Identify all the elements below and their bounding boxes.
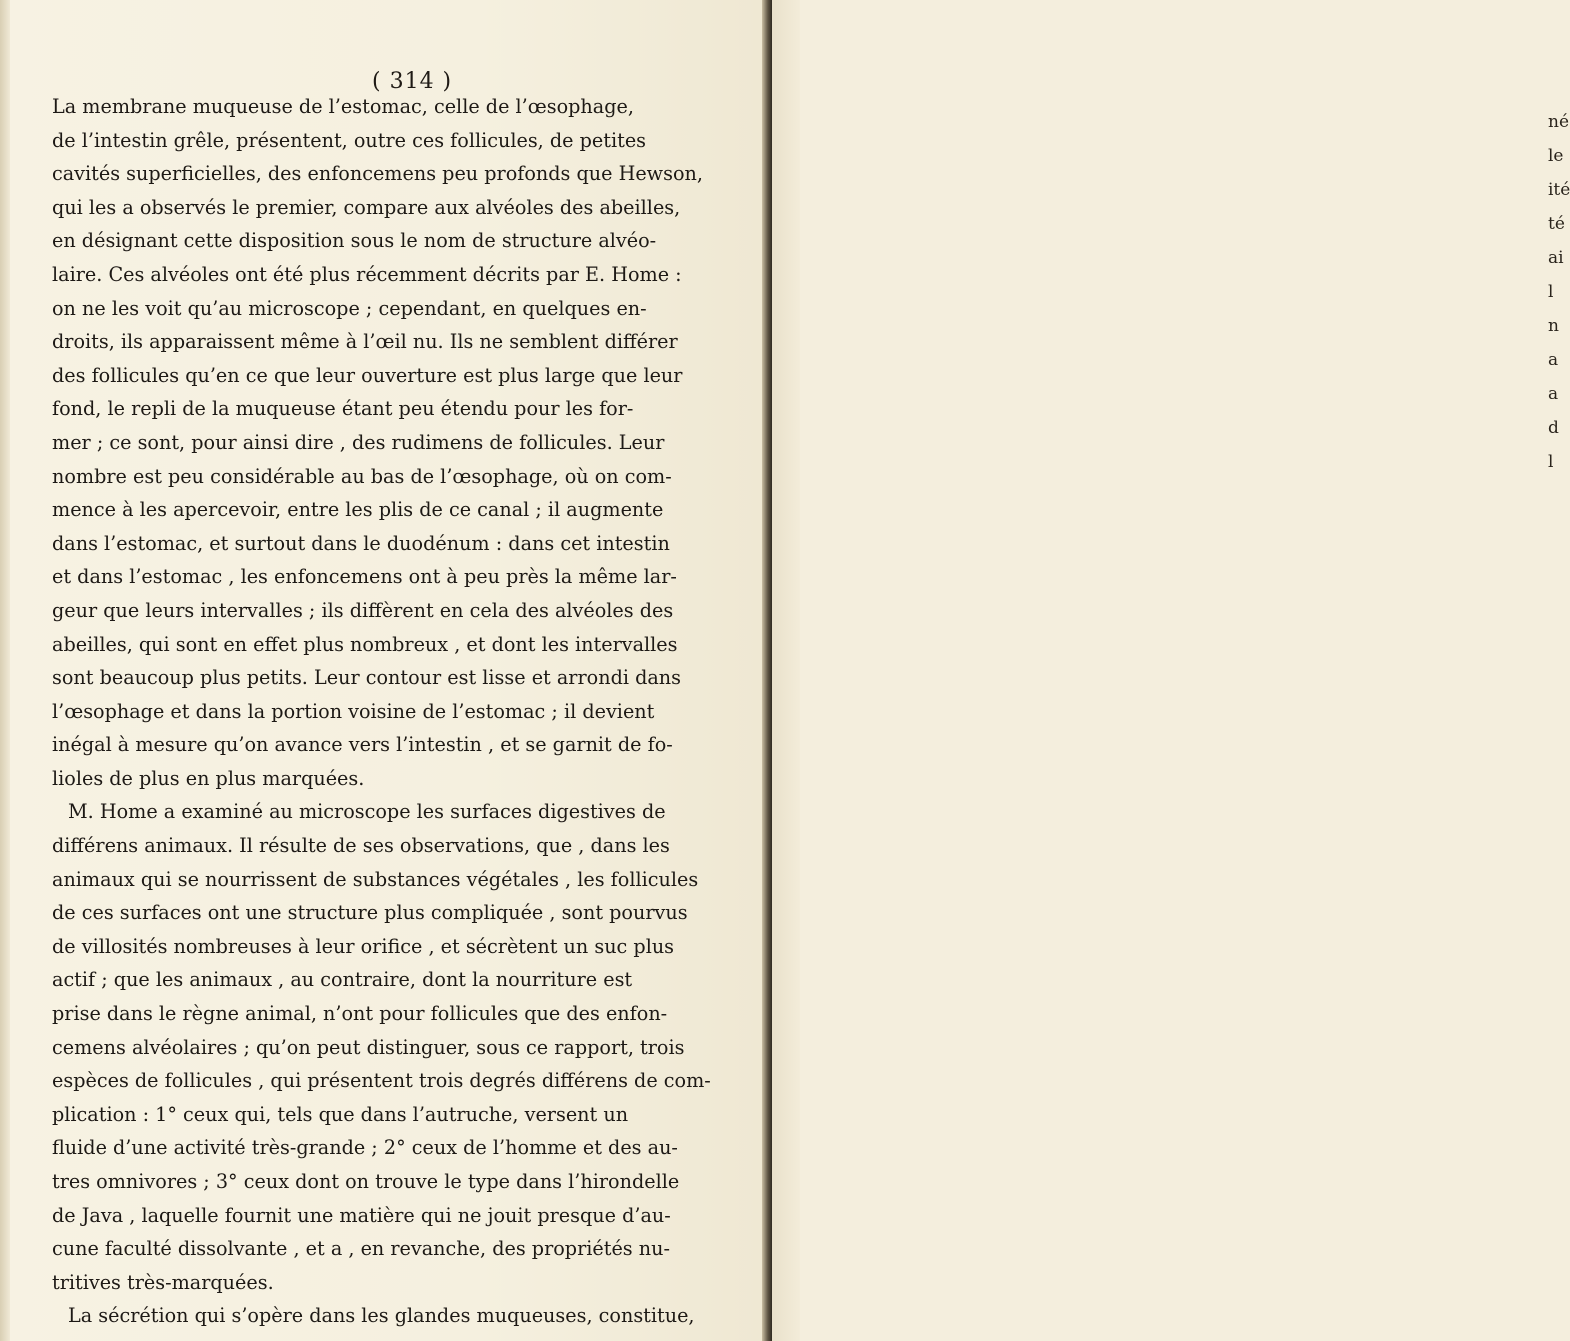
next-page-fragment: le: [1548, 146, 1564, 166]
book-binding-shadow: [762, 0, 772, 1341]
next-page-fragment: té: [1548, 214, 1565, 234]
text-line: tritives très-marquées.: [52, 1270, 274, 1294]
text-line: La membrane muqueuse de l’estomac, celle de l’œsophage,: [52, 95, 634, 118]
next-page-edge: [772, 0, 1570, 1341]
page-number: ( 314 ): [372, 69, 453, 94]
text-line: des follicules qu’en ce que leur ouverture est plus large que leur: [52, 363, 683, 387]
text-line: en désignant cette disposition sous le nom de structure alvéo-: [52, 229, 657, 253]
body-text: [52, 90, 742, 1333]
text-line: mence à les apercevoir, entre les plis de ce canal ; il augmente: [52, 498, 664, 522]
text-line: espèces de follicules , qui présentent trois degrés différens de com-: [52, 1069, 711, 1093]
paragraph-start-line: La sécrétion qui s’opère dans les glandes muqueuses, constitue,: [68, 1304, 695, 1328]
next-page-fragment: a: [1548, 384, 1559, 404]
text-line: et dans l’estomac , les enfoncemens ont à peu près la même lar-: [52, 565, 677, 589]
page-left-edge: [0, 0, 10, 1341]
text-line: fond, le repli de la muqueuse étant peu étendu pour les for-: [52, 397, 634, 421]
text-line: de Java , laquelle fournit une matière qui ne jouit presque d’au-: [52, 1203, 671, 1227]
paragraph-start-line: M. Home a examiné au microscope les surfaces digestives de: [68, 800, 666, 824]
text-line: droits, ils apparaissent même à l’œil nu. Ils ne semblent différer: [52, 330, 678, 354]
text-line: dans l’estomac, et surtout dans le duodénum : dans cet intestin: [52, 531, 670, 555]
text-line: l’œsophage et dans la portion voisine de l’estomac ; il devient: [52, 699, 655, 723]
text-line: de villosités nombreuses à leur orifice , et sécrètent un suc plus: [52, 934, 675, 958]
text-line: cavités superficielles, des enfoncemens peu profonds que Hewson,: [52, 162, 703, 186]
next-page-fragment: a: [1548, 350, 1559, 370]
next-page-fragment: n: [1548, 316, 1559, 336]
text-line: cemens alvéolaires ; qu’on peut distinguer, sous ce rapport, trois: [52, 1035, 685, 1059]
next-page-fragment: l: [1548, 282, 1554, 302]
text-line: de ces surfaces ont une structure plus compliquée , sont pourvus: [52, 901, 688, 925]
next-page-fragment: ité: [1548, 180, 1570, 200]
text-line: de l’intestin grêle, présentent, outre ces follicules, de petites: [52, 128, 647, 152]
next-page-fragment: né: [1548, 112, 1570, 132]
text-line: laire. Ces alvéoles ont été plus récemment décrits par E. Home :: [52, 262, 682, 286]
text-line: lioles de plus en plus marquées.: [52, 766, 365, 790]
text-line: on ne les voit qu’au microscope ; cependant, en quelques en-: [52, 296, 647, 320]
text-line: nombre est peu considérable au bas de l’œsophage, où on com-: [52, 464, 672, 488]
text-line: prise dans le règne animal, n’ont pour follicules que des enfon-: [52, 1002, 668, 1026]
text-line: qui les a observés le premier, compare aux alvéoles des abeilles,: [52, 195, 681, 219]
text-line: inégal à mesure qu’on avance vers l’intestin , et se garnit de fo-: [52, 733, 673, 757]
text-line: sont beaucoup plus petits. Leur contour est lisse et arrondi dans: [52, 666, 682, 690]
text-line: actif ; que les animaux , au contraire, dont la nourriture est: [52, 968, 633, 992]
text-line: plication : 1° ceux qui, tels que dans l’autruche, versent un: [52, 1102, 629, 1126]
text-line: cune faculté dissolvante , et a , en revanche, des propriétés nu-: [52, 1237, 670, 1261]
text-line: fluide d’une activité très-grande ; 2° ceux de l’homme et des au-: [52, 1136, 678, 1160]
text-line: animaux qui se nourrissent de substances végétales , les follicules: [52, 867, 699, 891]
next-page-fragment: d: [1548, 418, 1559, 438]
text-line: abeilles, qui sont en effet plus nombreux , et dont les intervalles: [52, 632, 678, 656]
text-line: tres omnivores ; 3° ceux dont on trouve le type dans l’hirondelle: [52, 1170, 680, 1193]
next-page-fragment: ai: [1548, 248, 1564, 268]
text-line: différens animaux. Il résulte de ses observations, que , dans les: [52, 834, 670, 858]
text-line: mer ; ce sont, pour ainsi dire , des rudimens de follicules. Leur: [52, 430, 665, 454]
text-line: geur que leurs intervalles ; ils diffèrent en cela des alvéoles des: [52, 598, 674, 622]
next-page-fragment: l: [1548, 452, 1554, 472]
